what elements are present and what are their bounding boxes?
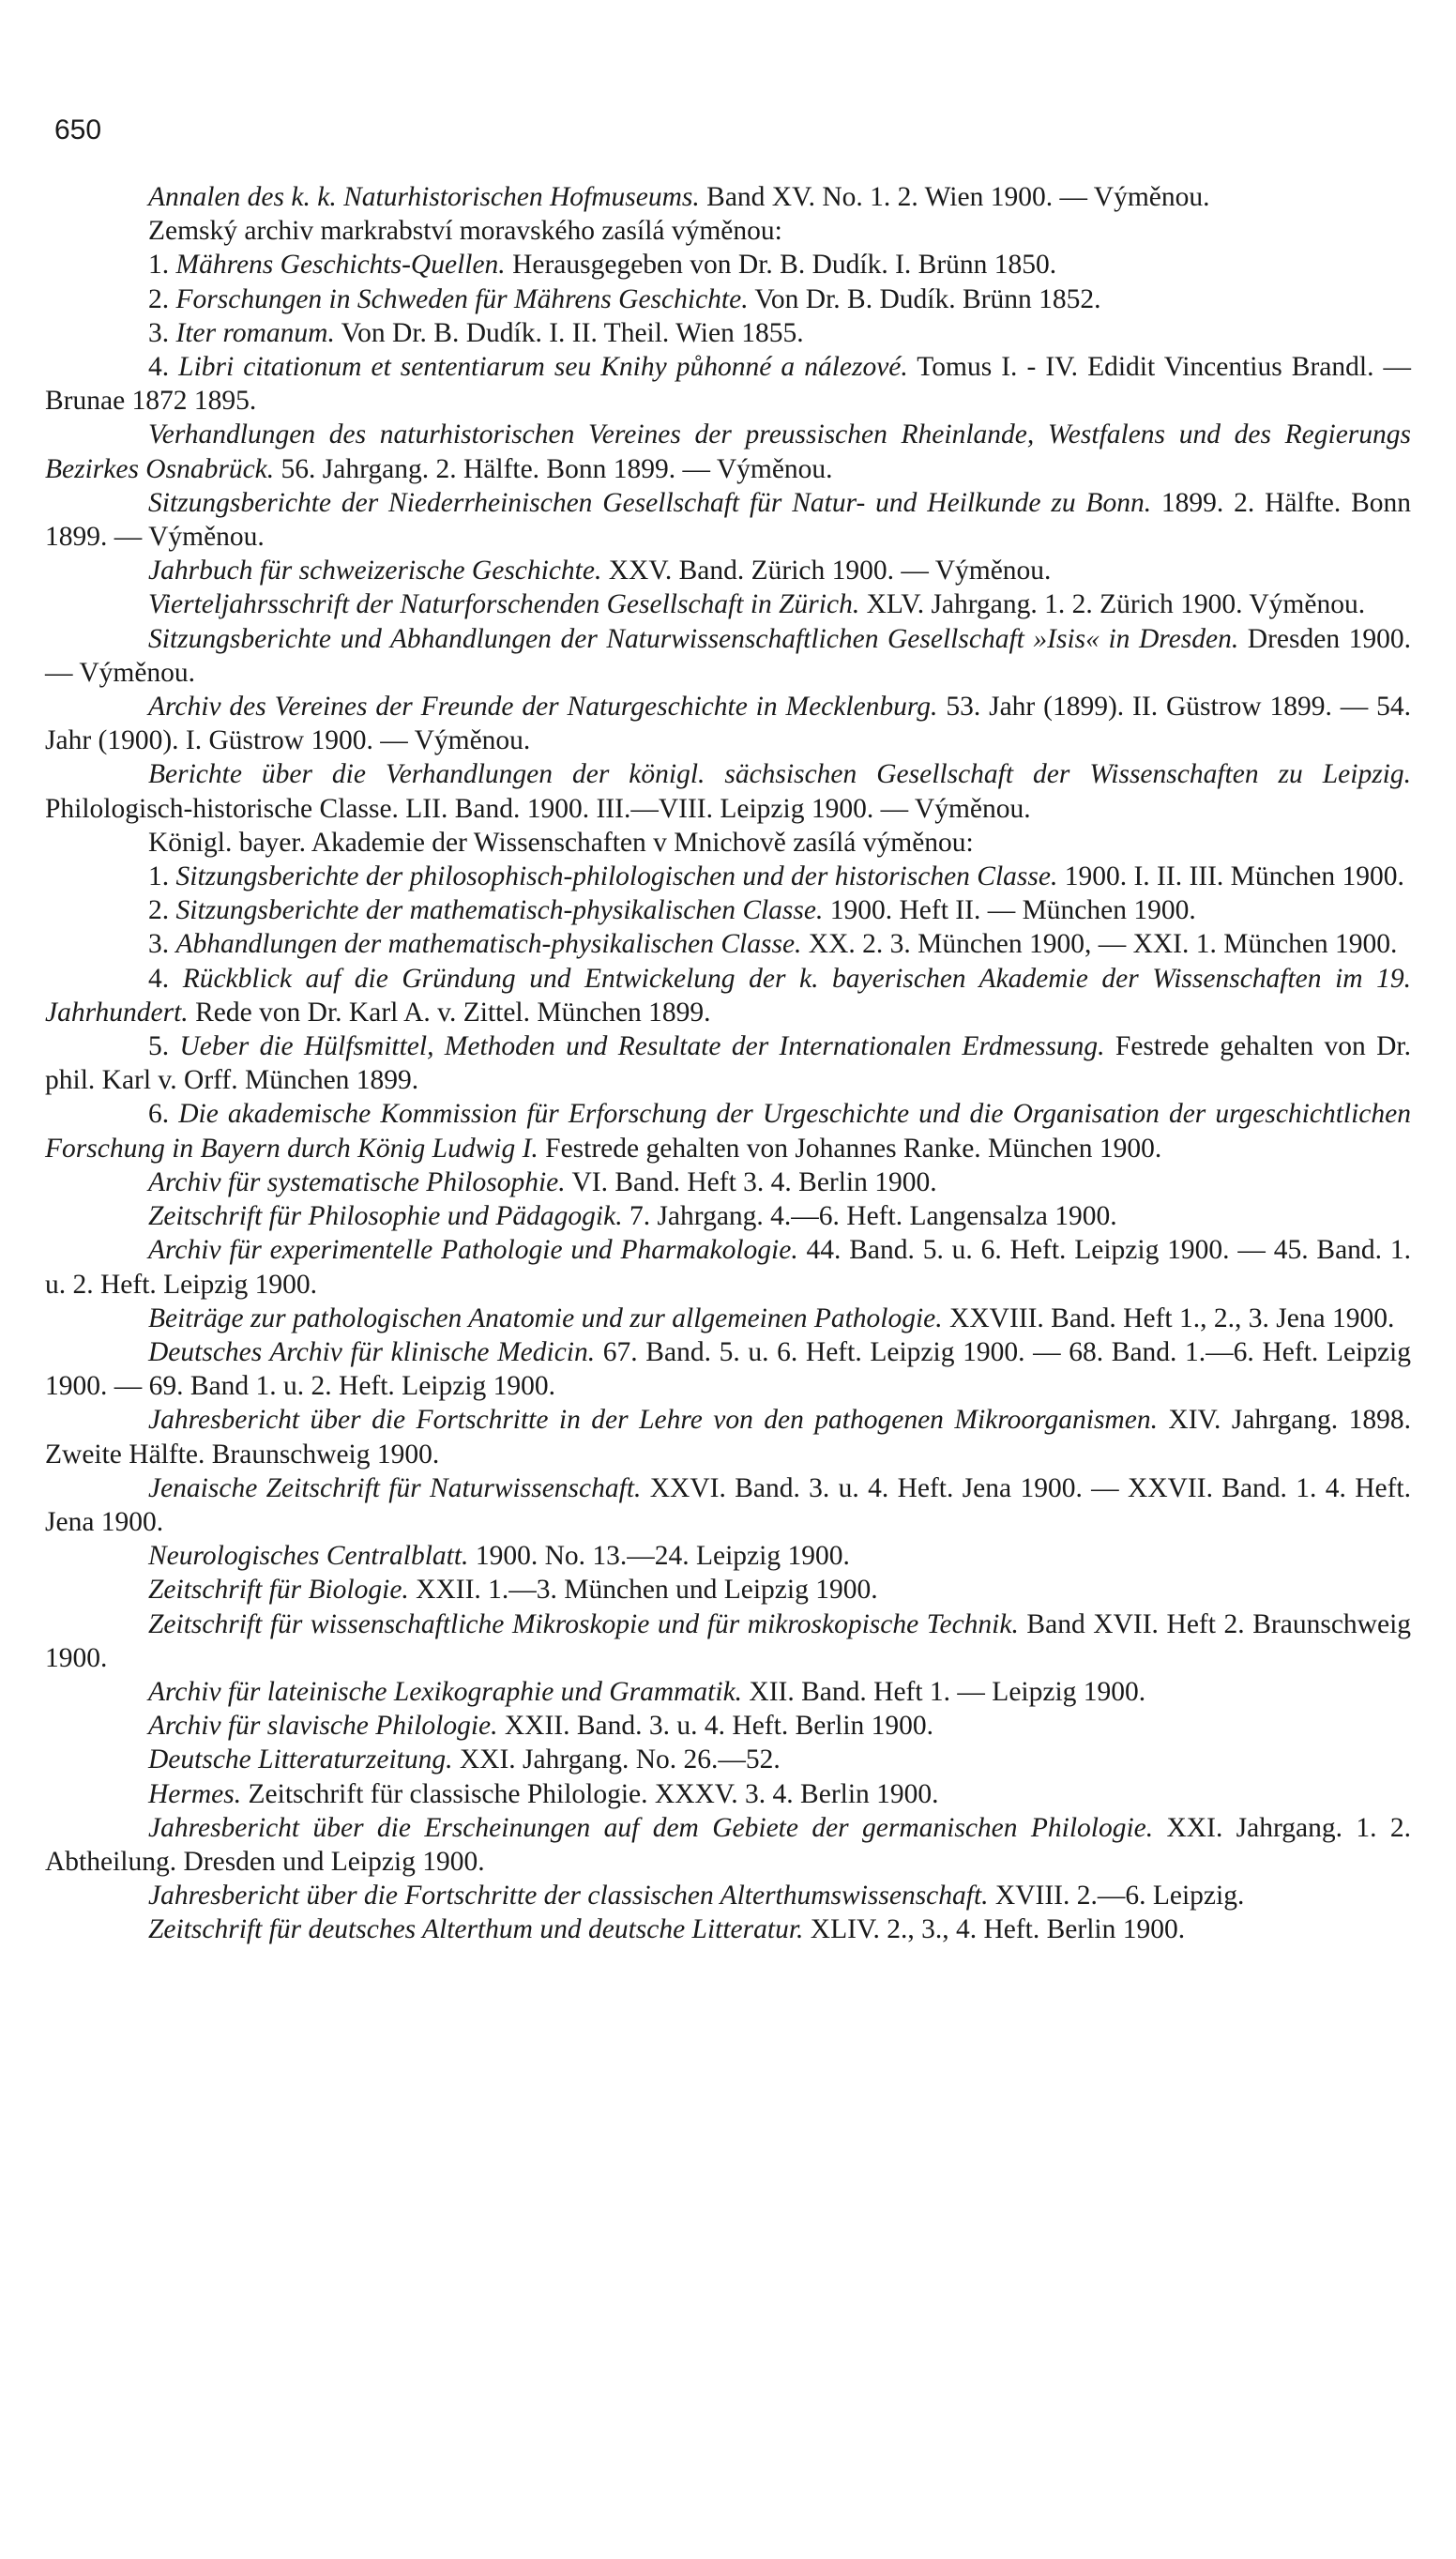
bibliography-entry xyxy=(45,486,1411,554)
entry-details: 4. xyxy=(148,963,183,994)
entry-details: 56. Jahrgang. 2. Hälfte. Bonn 1899. — Výměnou. xyxy=(274,453,833,484)
entry-details: Königl. bayer. Akademie der Wissenschaften v Mnichově zasílá výměnou: xyxy=(148,827,974,858)
entry-details: 2. xyxy=(148,895,176,926)
entry-details: Zemský archiv markrabství moravského zasílá výměnou: xyxy=(148,216,782,247)
entry-details: 1900. I. II. III. München 1900. xyxy=(1057,861,1404,892)
entry-title: Jahresbericht über die Fortschritte in der Lehre von den pathogenen Mikroorganismen. xyxy=(148,1405,1158,1436)
bibliography-entry xyxy=(45,757,1411,825)
entry-title: Zeitschrift für wissenschaftliche Mikroskopie und für mikroskopische Technik. xyxy=(148,1608,1019,1639)
entry-title: Rückblick auf die Gründung und Entwickelung der k. bayerischen Akademie der Wissenschaften im 19. Jahrhundert. xyxy=(45,963,1412,1028)
entry-details: 6. xyxy=(148,1099,179,1130)
bibliography-entry xyxy=(45,350,1411,418)
bibliography-entry xyxy=(45,1199,1411,1233)
entry-details: 44. Band. 5. u. 6. Heft. Leipzig 1900. — 45. Band. 1. u. 2. Heft. Leipzig 1900. xyxy=(45,1235,1411,1300)
entry-details: XXVIII. Band. Heft 1., 2., 3. Jena 1900. xyxy=(942,1302,1395,1333)
entry-title: Annalen des k. k. Naturhistorischen Hofmuseums. xyxy=(148,182,700,212)
bibliography-entry xyxy=(45,1335,1411,1403)
entry-title: Sitzungsberichte der mathematisch-physikalischen Classe. xyxy=(175,895,824,926)
bibliography-entry xyxy=(45,1403,1411,1470)
bibliography-entry xyxy=(45,1302,1411,1335)
entry-details: XLIV. 2., 3., 4. Heft. Berlin 1900. xyxy=(803,1914,1186,1945)
entry-title: Jahrbuch für schweizerische Geschichte. xyxy=(148,556,602,586)
entry-title: Zeitschrift für deutsches Alterthum und deutsche Litteratur. xyxy=(148,1914,804,1945)
entry-title: Iter romanum. xyxy=(175,317,335,348)
bibliography-entry xyxy=(45,1029,1411,1097)
entry-title: Forschungen in Schweden für Mährens Geschichte. xyxy=(175,283,749,314)
bibliography-entry xyxy=(45,180,1411,214)
entry-title: Abhandlungen der mathematisch-physikalischen Classe. xyxy=(175,929,802,960)
entry-title: Neurologisches Centralblatt. xyxy=(148,1541,469,1572)
entry-details: 1. xyxy=(148,861,176,892)
entry-details: Herausgegeben von Dr. B. Dudík. I. Brünn 1850. xyxy=(505,250,1057,281)
entry-details: VI. Band. Heft 3. 4. Berlin 1900. xyxy=(565,1166,937,1197)
bibliography-entry xyxy=(45,214,1411,248)
bibliography-entry xyxy=(45,587,1411,621)
entry-details: XXI. Jahrgang. 1. 2. Abtheilung. Dresden und Leipzig 1900. xyxy=(45,1812,1411,1877)
entry-title: Vierteljahrsschrift der Naturforschenden Gesellschaft in Zürich. xyxy=(148,589,860,620)
bibliography-entry xyxy=(45,927,1411,961)
entry-details: Zeitschrift für classische Philologie. XXXV. 3. 4. Berlin 1900. xyxy=(241,1778,939,1809)
entry-details: Band XVII. Heft 2. Braunschweig 1900. xyxy=(45,1608,1412,1673)
entry-details: 7. Jahrgang. 4.—6. Heft. Langensalza 1900. xyxy=(622,1201,1117,1232)
entry-details: XXII. 1.—3. München und Leipzig 1900. xyxy=(408,1575,878,1606)
entry-title: Sitzungsberichte der philosophisch-philologischen und der historischen Classe. xyxy=(175,861,1058,892)
entry-title: Zeitschrift für Biologie. xyxy=(148,1575,409,1606)
entry-title: Verhandlungen des naturhistorischen Vereines der preussischen Rheinlande, Westfalens und des Regierungs Bezirkes Osnabrück. xyxy=(45,419,1411,484)
entry-title: Jenaische Zeitschrift für Naturwissenschaft. xyxy=(148,1472,642,1503)
entry-details: Tomus I. - IV. Edidit Vincentius Brandl. — Brunae 1872 1895. xyxy=(45,352,1411,417)
bibliography-entry xyxy=(45,962,1411,1029)
entry-title: Sitzungsberichte der Niederrheinischen Gesellschaft für Natur- und Heilkunde zu Bonn. xyxy=(148,487,1152,518)
entry-details: XXI. Jahrgang. No. 26.—52. xyxy=(452,1744,781,1775)
entry-title: Berichte über die Verhandlungen der königl. sächsischen Gesellschaft der Wissenschaften zu Leipzig. xyxy=(148,759,1411,790)
entry-title: Archiv für slavische Philologie. xyxy=(148,1711,498,1742)
bibliography-entry xyxy=(45,1675,1411,1709)
bibliography-entry xyxy=(45,316,1411,350)
entry-details: Rede von Dr. Karl A. v. Zittel. München 1899. xyxy=(188,997,711,1028)
entry-details: Dresden 1900. — Výměnou. xyxy=(45,623,1412,688)
entry-details: 1. xyxy=(148,250,176,281)
entry-details: 67. Band. 5. u. 6. Heft. Leipzig 1900. — 68. Band. 1.—6. Heft. Leipzig 1900. — 69. Band 1. u. 2. Heft. Leipzig 1900. xyxy=(45,1336,1411,1402)
bibliography-entry xyxy=(45,1709,1411,1743)
bibliography-entry xyxy=(45,622,1411,690)
bibliography-entry xyxy=(45,1912,1411,1946)
entry-details: 3. xyxy=(148,929,176,960)
entry-details: 2. xyxy=(148,283,176,314)
bibliography-entry xyxy=(45,1097,1411,1165)
entry-title: Archiv für lateinische Lexikographie und Grammatik. xyxy=(148,1676,743,1707)
bibliography-entry xyxy=(45,1743,1411,1776)
bibliography-entry xyxy=(45,1471,1411,1539)
entry-details: 1900. Heft II. — München 1900. xyxy=(823,895,1196,926)
entry-title: Archiv für experimentelle Pathologie und Pharmakologie. xyxy=(148,1235,798,1266)
entry-details: XX. 2. 3. München 1900, — XXI. 1. München 1900. xyxy=(801,929,1398,960)
entry-details: Philologisch-historische Classe. LII. Band. 1900. III.—VIII. Leipzig 1900. — Výměnou. xyxy=(45,793,1031,824)
page-number: 650 xyxy=(54,114,102,145)
entry-title: Archiv des Vereines der Freunde der Naturgeschichte in Mecklenburg. xyxy=(148,692,938,723)
entry-title: Deutsches Archiv für klinische Medicin. xyxy=(148,1336,596,1367)
entry-details: Von Dr. B. Dudík. I. II. Theil. Wien 1855. xyxy=(334,317,804,348)
entry-details: 5. xyxy=(148,1031,180,1062)
entry-title: Jahresbericht über die Fortschritte der classischen Alterthumswissenschaft. xyxy=(148,1881,989,1912)
bibliography-entry xyxy=(45,1879,1411,1912)
bibliography-entry xyxy=(45,248,1411,282)
entry-details: XXV. Band. Zürich 1900. — Výměnou. xyxy=(601,556,1052,586)
entry-details: Band XV. No. 1. 2. Wien 1900. — Výměnou. xyxy=(699,182,1210,212)
entry-details: XLV. Jahrgang. 1. 2. Zürich 1900. Výměnou. xyxy=(859,589,1366,620)
entry-details: XXVI. Band. 3. u. 4. Heft. Jena 1900. — XXVII. Band. 1. 4. Heft. Jena 1900. xyxy=(45,1472,1411,1537)
entry-title: Mährens Geschichts-Quellen. xyxy=(175,250,506,281)
bibliography-entry xyxy=(45,690,1411,757)
entry-details: 1900. No. 13.—24. Leipzig 1900. xyxy=(468,1541,850,1572)
entry-details: Von Dr. B. Dudík. Brünn 1852. xyxy=(748,283,1101,314)
bibliography-entry xyxy=(45,1165,1411,1199)
bibliography-entry xyxy=(45,418,1411,485)
entry-title: Die akademische Kommission für Erforschung der Urgeschichte und die Organisation der urgeschichtlichen Forschung in Bayern durch König Ludwig I. xyxy=(45,1099,1411,1164)
bibliography-entry xyxy=(45,282,1411,316)
entry-details: 1899. 2. Hälfte. Bonn 1899. — Výměnou. xyxy=(45,487,1411,553)
entries-list xyxy=(45,180,1411,1947)
entry-title: Sitzungsberichte und Abhandlungen der Naturwissenschaftlichen Gesellschaft »Isis« in Dresden. xyxy=(148,623,1239,654)
bibliography-entry xyxy=(45,1607,1411,1675)
bibliography-entry xyxy=(45,860,1411,893)
entry-details: 53. Jahr (1899). II. Güstrow 1899. — 54. Jahr (1900). I. Güstrow 1900. — Výměnou. xyxy=(45,692,1411,756)
entry-details: 3. xyxy=(148,317,176,348)
entry-details: 4. xyxy=(148,352,179,383)
entry-details: Festrede gehalten von Johannes Ranke. München 1900. xyxy=(538,1133,1162,1164)
bibliography-entry xyxy=(45,1573,1411,1607)
bibliography-entry xyxy=(45,1777,1411,1811)
bibliography-entry xyxy=(45,893,1411,927)
entry-details: XXII. Band. 3. u. 4. Heft. Berlin 1900. xyxy=(497,1711,934,1742)
bibliography-entry xyxy=(45,826,1411,860)
entry-details: XIV. Jahrgang. 1898. Zweite Hälfte. Braunschweig 1900. xyxy=(45,1405,1412,1470)
bibliography-entry xyxy=(45,1811,1411,1879)
bibliography-entry xyxy=(45,1539,1411,1573)
bibliography-entry xyxy=(45,1233,1411,1301)
entry-details: Festrede gehalten von Dr. phil. Karl v. Orff. München 1899. xyxy=(45,1031,1411,1096)
entry-details: XII. Band. Heft 1. — Leipzig 1900. xyxy=(742,1676,1146,1707)
entry-title: Beiträge zur pathologischen Anatomie und zur allgemeinen Pathologie. xyxy=(148,1302,943,1333)
entry-title: Zeitschrift für Philosophie und Pädagogik. xyxy=(148,1201,623,1232)
entry-title: Jahresbericht über die Erscheinungen auf dem Gebiete der germanischen Philologie. xyxy=(148,1812,1154,1843)
entry-title: Libri citationum et sententiarum seu Knihy půhonné a nálezové. xyxy=(178,352,908,383)
entry-title: Archiv für systematische Philosophie. xyxy=(148,1166,566,1197)
entry-title: Hermes. xyxy=(148,1778,242,1809)
entry-title: Deutsche Litteraturzeitung. xyxy=(148,1744,453,1775)
entry-title: Ueber die Hülfsmittel, Methoden und Resultate der Internationalen Erdmessung. xyxy=(179,1031,1105,1062)
entry-details: XVIII. 2.—6. Leipzig. xyxy=(988,1881,1245,1912)
bibliography-entry xyxy=(45,554,1411,587)
